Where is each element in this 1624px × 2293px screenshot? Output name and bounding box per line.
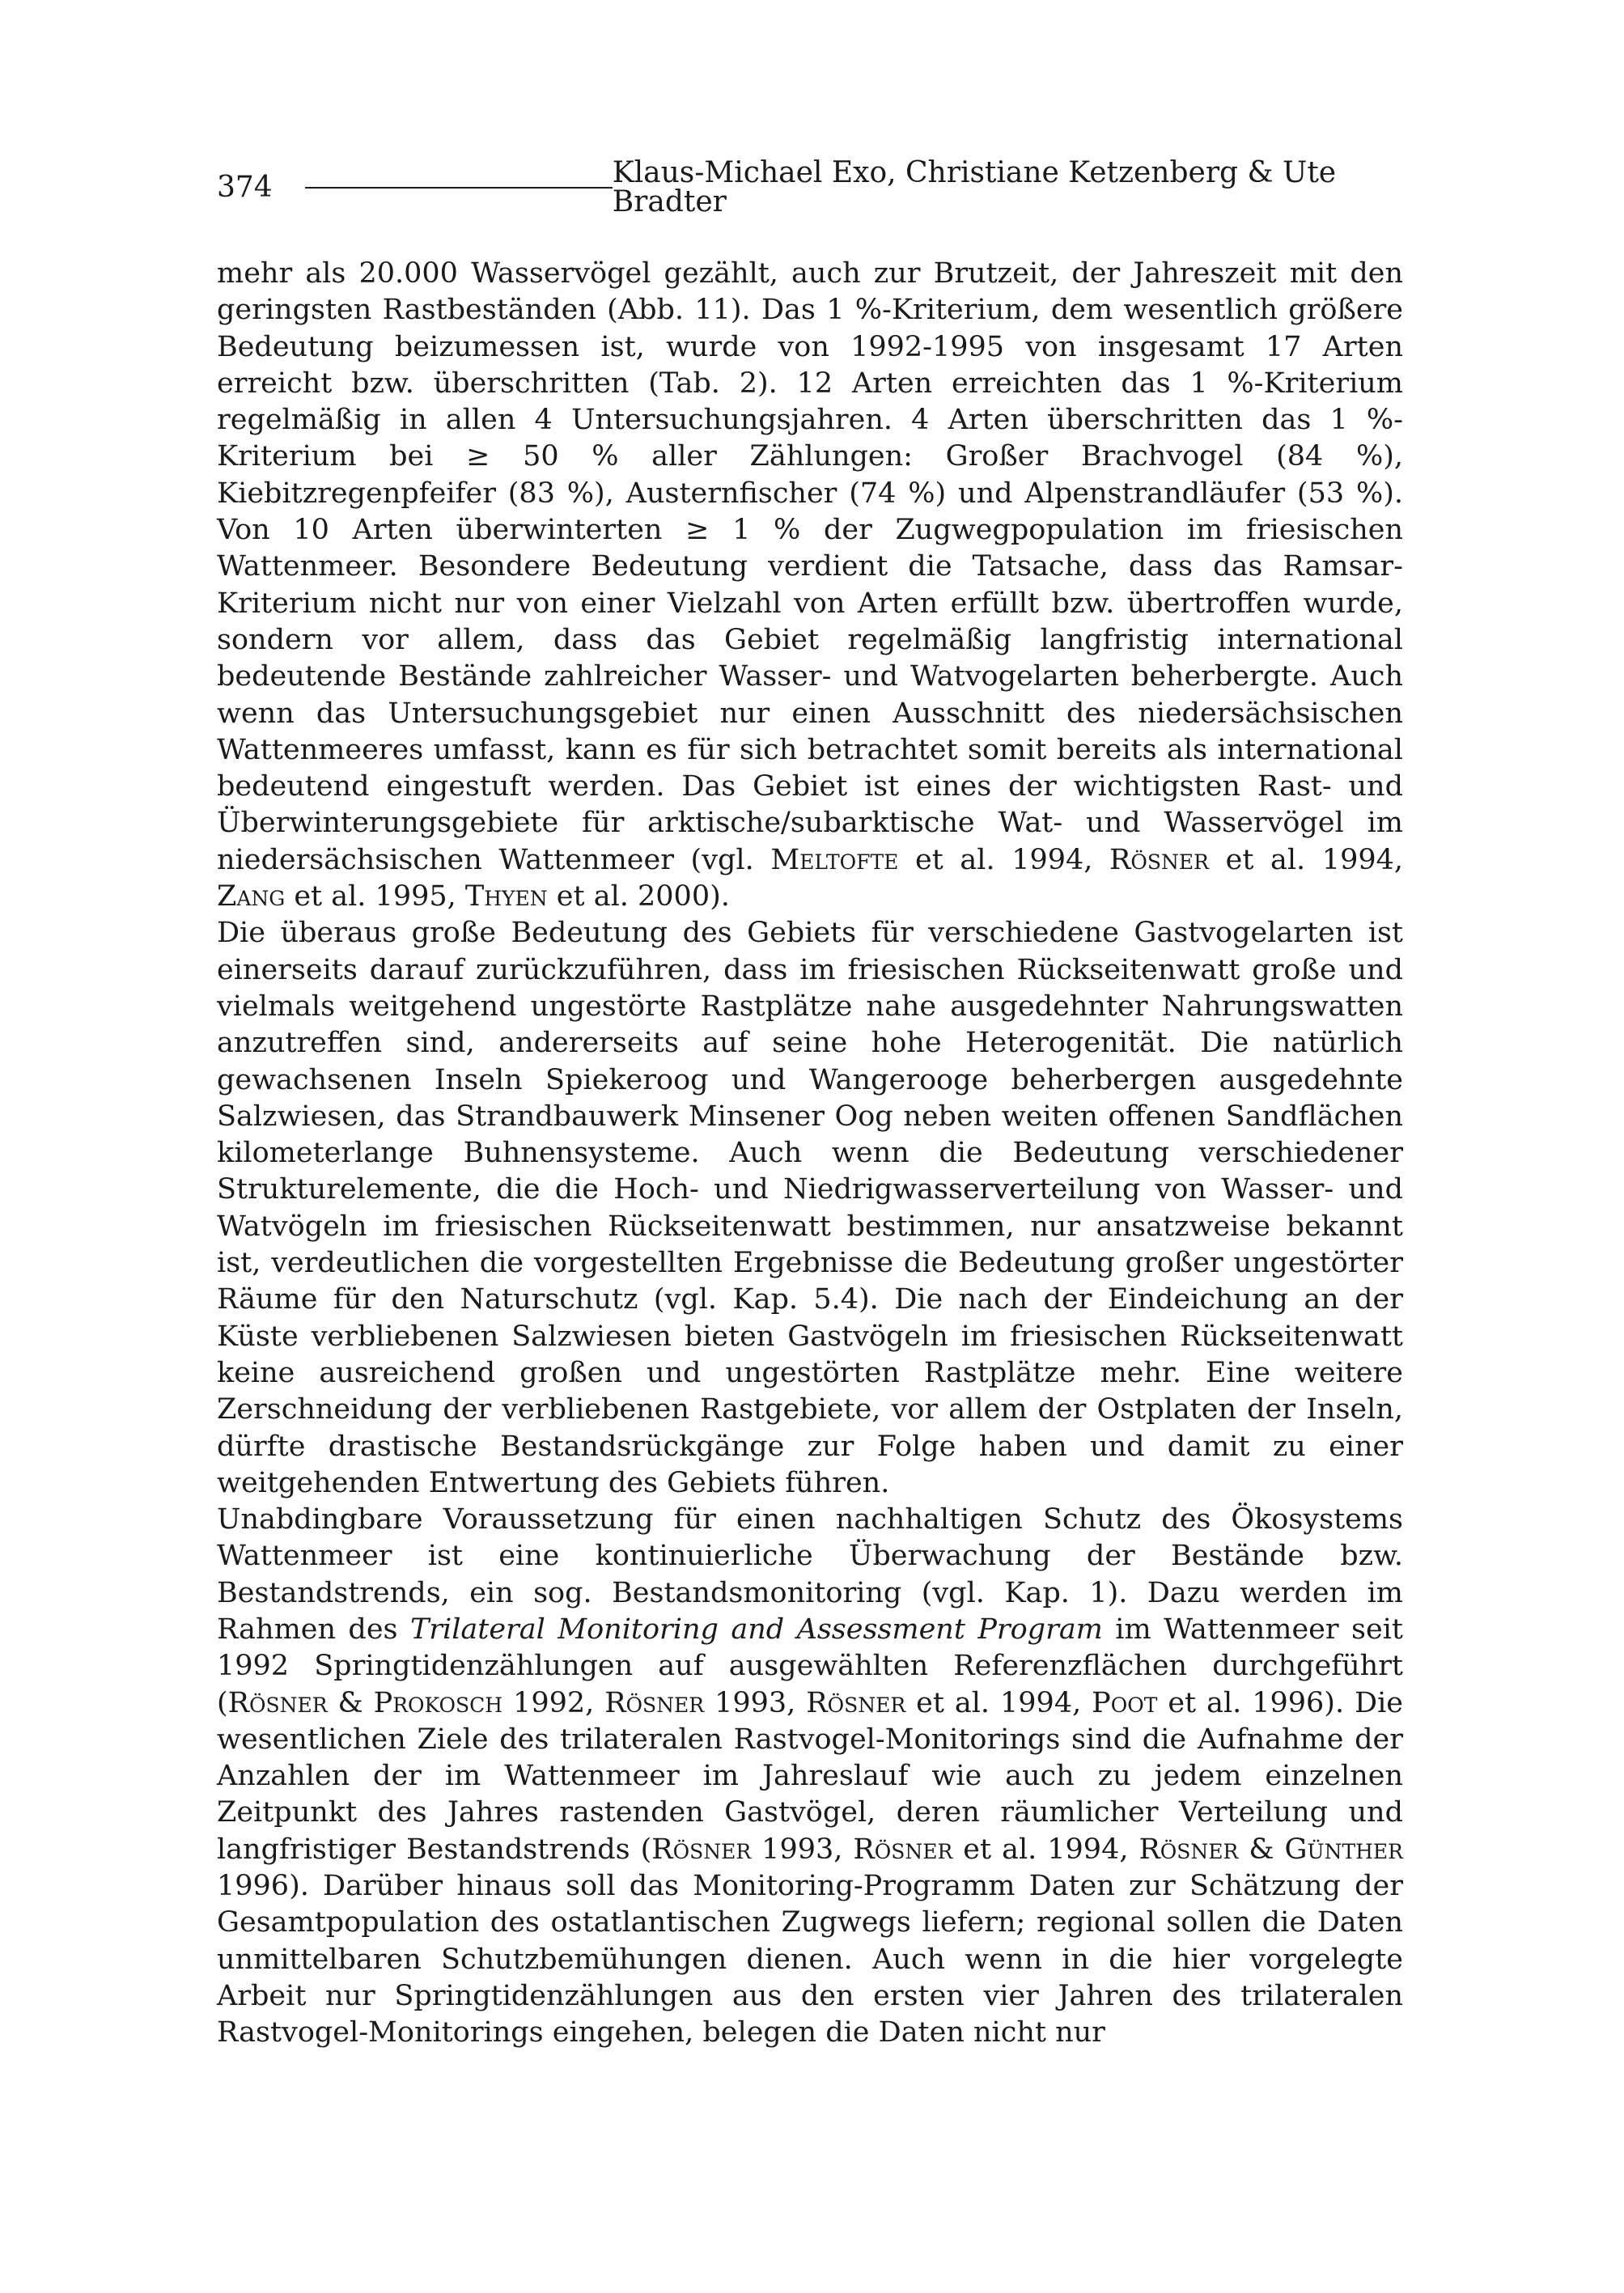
header-rule — [305, 187, 613, 189]
body-text — [217, 256, 1403, 2052]
text-run: et al. 1994, — [1208, 843, 1403, 876]
text-run: 1993, — [704, 1686, 807, 1719]
citation-author: Rösner — [604, 1686, 705, 1719]
citation-author: Rösner — [651, 1833, 752, 1866]
citation-author: Günther — [1284, 1833, 1403, 1866]
text-run: et al. 1994, — [905, 1686, 1092, 1719]
text-run: Die überaus große Bedeutung des Gebiets für verschiedene Gastvogelarten ist einerseits darauf zurückzuführen, dass im friesischen Rückseitenwatt große und vielmals weitgehend ungestörte Rastplätze nahe ausgedehnter Nahrungswatten anzutreffen sind, andererseits auf seine hohe Heterogenität. Die natürlich gewachsenen Inseln Spiekeroog und Wangerooge beherbergen ausgedehnte Salzwiesen, das Strandbauwerk Minsener Oog neben weiten offenen Sandflächen kilometerlange Buhnensysteme. Auch wenn die Bedeutung verschiedener Strukturelemente, die die Hoch- und Niedrigwasserverteilung von Wasser- und Watvögeln im friesischen Rückseitenwatt bestimmen, nur ansatzweise bekannt ist, verdeutlichen die vorgestellten Ergebnisse die Bedeutung großer ungestörter Räume für den Naturschutz (vgl. Kap. 5.4). Die nach der Eindeichung an der Küste verbliebenen Salzwiesen bieten Gastvögeln im friesischen Rückseitenwatt keine ausreichend großen und ungestörten Rastplätze mehr. Eine weitere Zerschneidung der verbliebenen Rastgebiete, vor allem der Ostplaten der Inseln, dürfte drastische Bestandsrückgänge zur Folge haben und damit zu einer weitgehenden Entwertung des Gebiets führen. — [217, 917, 1403, 1499]
citation-author: Rösner — [806, 1686, 906, 1719]
header-authors: Klaus-Michael Exo, Christiane Ketzenberg & Ute Bradter — [612, 156, 1337, 218]
text-run: et al. 1994, — [898, 843, 1110, 876]
paragraph-1 — [217, 256, 1403, 915]
citation-author: Rösner — [227, 1686, 328, 1719]
citation-author: Thyen — [464, 880, 548, 913]
citation-author: Rösner — [853, 1833, 953, 1866]
text-run: 1992, — [502, 1686, 605, 1719]
citation-author: Meltofte — [770, 843, 899, 876]
text-run: 1996). Darüber hinaus soll das Monitoring-Programm Daten zur Schätzung der Gesamtpopulation des ostatlantischen Zugwegs liefern; regional sollen die Daten unmittelbaren Schutzbemühungen dienen. Auch wenn in die hier vorgelegte Arbeit nur Springtidenzählungen aus den ersten vier Jahren des trilateralen Rastvogel-Monitorings eingehen, belegen die Daten nicht nur — [217, 1870, 1403, 2049]
citation-author: Zang — [217, 880, 286, 913]
citation-author: Rösner — [1109, 843, 1209, 876]
page-number: 374 — [217, 171, 273, 204]
text-run: mehr als 20.000 Wasservögel gezählt, auch zur Brutzeit, der Jahreszeit mit den geringsten Rastbeständen (Abb. 11). Das 1 %-Kriterium, dem wesentlich größere Bedeutung beizumessen ist, wurde von 1992-1995 von insgesamt 17 Arten erreicht bzw. überschritten (Tab. 2). 12 Arten erreichten das 1 %-Kriterium regelmäßig in allen 4 Untersuchungsjahren. 4 Arten überschritten das 1 %-Kriterium bei ≥ 50 % aller Zählungen: Großer Brachvogel (84 %), Kiebitzregenpfeifer (83 %), Austernfischer (74 %) und Alpenstrandläufer (53 %). Von 10 Arten überwinterten ≥ 1 % der Zugwegpopulation im friesischen Wattenmeer. Besondere Bedeutung verdient die Tatsache, dass das Ramsar-Kriterium nicht nur von einer Vielzahl von Arten erfüllt bzw. übertroffen wurde, sondern vor allem, dass das Gebiet regelmäßig langfristig international bedeutende Bestände zahlreicher Wasser- und Watvogelarten beherbergte. Auch wenn das Untersuchungsgebiet nur einen Ausschnitt des niedersächsischen Wattenmeeres umfasst, kann es für sich betrachtet somit bereits als international bedeutend eingestuft werden. Das Gebiet ist eines der wichtigsten Rast- und Überwinterungsgebiete für arktische/subarktische Wat- und Wasservögel im niedersächsischen Wattenmeer (vgl. — [217, 257, 1403, 876]
text-run: et al. 2000). — [547, 880, 730, 913]
text-run: & — [327, 1686, 374, 1719]
text-run: et al. 1996). Die wesentlichen Ziele des trilateralen Rastvogel-Monitorings sind die Aufnahme der Anzahlen der im Wattenmeer im Jahreslauf wie auch zu jedem einzelnen Zeitpunkt des Jahres rastenden Gastvögel, deren räumlicher Verteilung und langfristiger Bestandstrends ( — [217, 1686, 1403, 1866]
program-title: Trilateral Monitoring and Assessment Program — [409, 1613, 1103, 1646]
citation-author: Prokosch — [373, 1686, 503, 1719]
text-run: Unabdingbare Voraussetzung für einen nachhaltigen Schutz des Ökosystems Wattenmeer ist eine kontinuierliche Überwachung der Bestände bzw. Bestandstrends, ein sog. Bestandsmonitoring (vgl. Kap. 1). Dazu werden im Rahmen des — [217, 1503, 1403, 1646]
citation-author: Poot — [1092, 1686, 1158, 1719]
text-run: im Wattenmeer seit 1992 Springtidenzählungen auf ausgewählten Referenzflächen durchgeführt ( — [217, 1613, 1403, 1719]
text-run: et al. 1995, — [285, 880, 465, 913]
running-header — [217, 156, 1403, 218]
paragraph-2 — [217, 915, 1403, 1502]
text-run: 1993, — [751, 1833, 854, 1866]
citation-author: Rösner — [1138, 1833, 1239, 1866]
text-run: & — [1238, 1833, 1285, 1866]
text-run: et al. 1994, — [952, 1833, 1139, 1866]
paragraph-3 — [217, 1502, 1403, 2051]
